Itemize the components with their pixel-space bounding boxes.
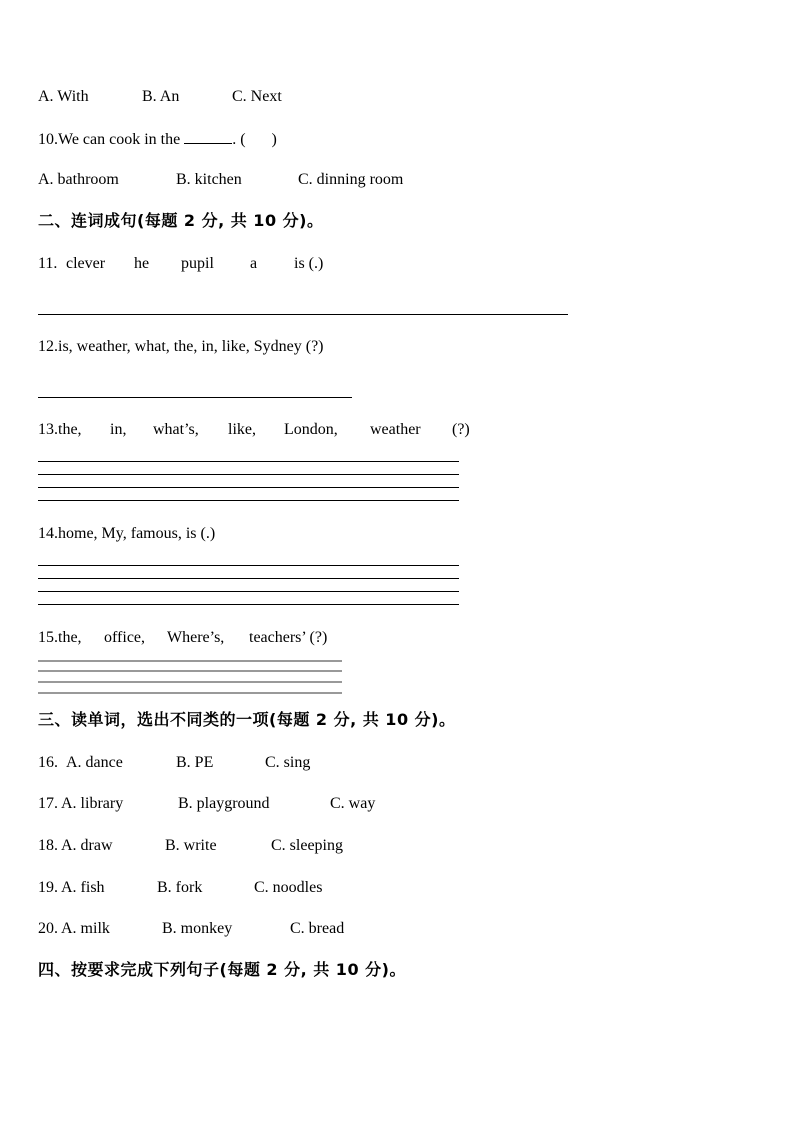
q10-blank — [184, 129, 232, 144]
q11-word: clever — [66, 255, 106, 272]
q13-answer-line[interactable] — [38, 461, 459, 462]
q17-option-a: A. library — [61, 795, 124, 812]
q18-option-c: C. sleeping — [271, 837, 343, 854]
q17-number: 17. — [38, 795, 58, 812]
q13-word: what’s, — [153, 421, 199, 438]
section-2-heading: 二、连词成句(每题 2 分, 共 10 分)。 — [38, 211, 324, 230]
q13-word: weather — [370, 421, 421, 438]
q17-option-c: C. way — [330, 795, 376, 812]
q10-question — [38, 129, 277, 150]
q11-word: is (.) — [294, 255, 324, 272]
q20-option-a: A. milk — [61, 920, 110, 937]
q18-option-a: A. draw — [61, 837, 113, 854]
q16-option-c: C. sing — [265, 754, 311, 771]
q9-option-b: B. An — [142, 88, 180, 105]
q11-word: a — [250, 255, 258, 272]
q14-answer-line[interactable] — [38, 565, 459, 566]
q11-word: he — [134, 255, 150, 272]
q13-word: London, — [284, 421, 338, 438]
q10-paren-close: ) — [271, 131, 277, 148]
q10-text-after: . ( — [232, 131, 246, 148]
q9-option-c: C. Next — [232, 88, 282, 105]
q15-answer-line[interactable] — [38, 692, 342, 694]
q13-answer-line[interactable] — [38, 487, 459, 488]
q18-number: 18. — [38, 837, 58, 854]
q10-option-c: C. dinning room — [298, 171, 404, 188]
q15-word: Where’s, — [167, 629, 225, 646]
q16-option-b: B. PE — [176, 754, 214, 771]
q13-word: (?) — [452, 421, 470, 438]
q15-word: teachers’ (?) — [249, 629, 328, 646]
q19-number: 19. — [38, 879, 58, 896]
q14-answer-line[interactable] — [38, 578, 459, 579]
q15-number: 15.the, — [38, 629, 82, 646]
q20-option-c: C. bread — [290, 920, 345, 937]
section-4-heading: 四、按要求完成下列句子(每题 2 分, 共 10 分)。 — [38, 960, 406, 979]
q13-word: like, — [228, 421, 256, 438]
section-3-heading: 三、读单词，选出不同类的一项(每题 2 分, 共 10 分)。 — [38, 710, 456, 729]
q10-option-b: B. kitchen — [176, 171, 242, 188]
q19-option-c: C. noodles — [254, 879, 323, 896]
q16-option-a: A. dance — [66, 754, 123, 771]
q17-option-b: B. playground — [178, 795, 270, 812]
q19-option-a: A. fish — [61, 879, 105, 896]
q15-answer-line[interactable] — [38, 681, 342, 683]
q20-option-b: B. monkey — [162, 920, 233, 937]
q15-answer-line[interactable] — [38, 670, 342, 672]
q15-answer-line[interactable] — [38, 660, 342, 662]
q10-option-a: A. bathroom — [38, 171, 119, 188]
q14-answer-line[interactable] — [38, 604, 459, 605]
q16-number: 16. — [38, 754, 58, 771]
q14-answer-line[interactable] — [38, 591, 459, 592]
q9-option-a: A. With — [38, 88, 89, 105]
q15-word: office, — [104, 629, 146, 646]
q13-number: 13.the, — [38, 421, 82, 438]
q12-question: 12.is, weather, what, the, in, like, Sydney (?) — [38, 338, 324, 355]
q11-answer-line[interactable] — [38, 314, 568, 315]
q13-answer-line[interactable] — [38, 500, 459, 501]
q18-option-b: B. write — [165, 837, 217, 854]
q10-text-before: 10.We can cook in the — [38, 131, 181, 148]
q12-answer-line[interactable] — [38, 397, 352, 398]
q14-question: 14.home, My, famous, is (.) — [38, 525, 216, 542]
q11-word: pupil — [181, 255, 214, 272]
q13-word: in, — [110, 421, 127, 438]
q20-number: 20. — [38, 920, 58, 937]
q13-answer-line[interactable] — [38, 474, 459, 475]
q19-option-b: B. fork — [157, 879, 203, 896]
q11-number: 11. — [38, 255, 58, 272]
